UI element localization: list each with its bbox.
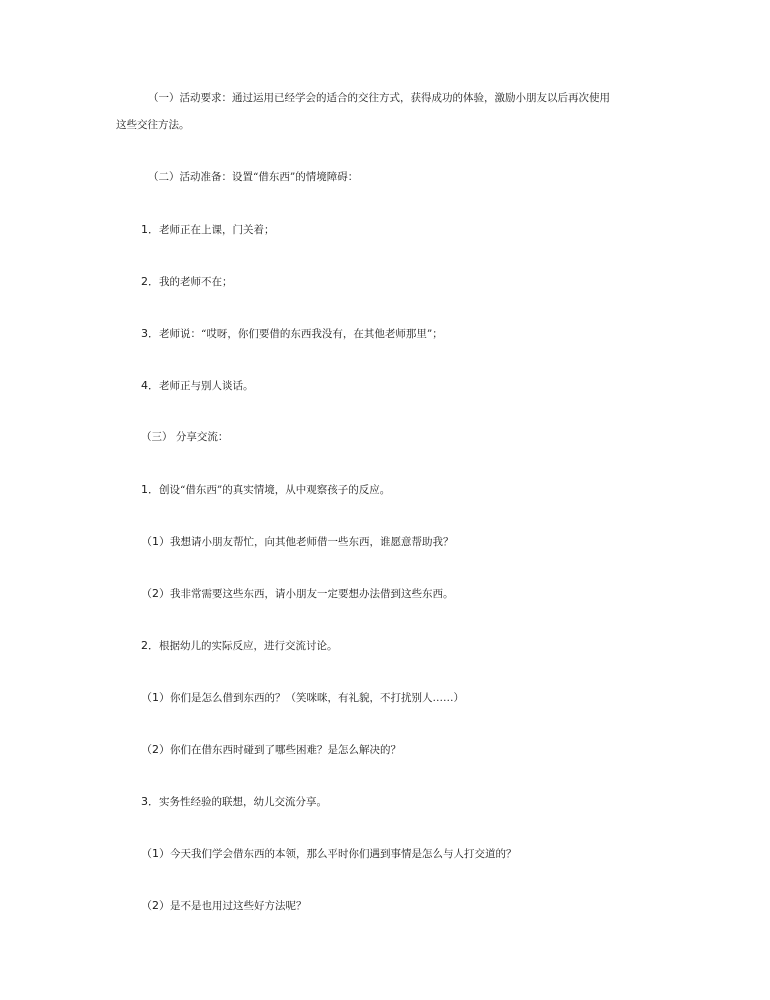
- paragraph-text: （二）活动准备：设置“借东西”的情境障碍：: [148, 171, 359, 183]
- preparation-item-4: [141, 372, 254, 400]
- item-text: 实务性经验的联想，幼儿交流分享。: [159, 796, 327, 808]
- item-number: （1）: [141, 535, 170, 548]
- sharing-item-3: [141, 788, 327, 816]
- activity-requirement-continuation: [116, 112, 190, 139]
- item-text: 今天我们学会借东西的本领，那么平时你们遇到事情是怎么与人打交道的？: [170, 848, 517, 860]
- item-number: 1．: [141, 223, 159, 236]
- item-number: （1）: [141, 691, 170, 704]
- activity-requirement-paragraph: [148, 85, 610, 112]
- item-number: 1．: [141, 483, 159, 496]
- item-text: 我想请小朋友帮忙，向其他老师借一些东西，谁愿意帮助我？: [170, 536, 454, 548]
- sharing-heading: [141, 424, 228, 451]
- item-number: 3．: [141, 327, 159, 340]
- sharing-item-2: [141, 632, 338, 660]
- preparation-item-2: [141, 268, 233, 296]
- preparation-item-3: [141, 320, 443, 348]
- item-text: 你们是怎么借到东西的？（笑咪咪，有礼貌，不打扰别人……）: [170, 692, 464, 704]
- paragraph-text: （一）活动要求：通过运用已经学会的适合的交往方式，获得成功的体验，激励小朋友以后再次使用: [148, 92, 610, 104]
- preparation-item-1: [141, 216, 275, 244]
- activity-preparation-heading: [148, 164, 358, 191]
- sharing-subitem-2-1: [141, 684, 464, 712]
- item-text: 老师说：“哎呀，你们要借的东西我没有，在其他老师那里”；: [159, 328, 443, 340]
- sharing-subitem-1-2: [141, 580, 454, 608]
- item-number: 2．: [141, 639, 159, 652]
- item-number: （2）: [141, 899, 170, 912]
- sharing-subitem-3-1: [141, 840, 517, 868]
- sharing-item-1: [141, 476, 390, 504]
- item-text: 我非常需要这些东西，请小朋友一定要想办法借到这些东西。: [170, 588, 454, 600]
- item-number: 2．: [141, 275, 159, 288]
- item-text: 你们在借东西时碰到了哪些困难？是怎么解决的？: [170, 744, 401, 756]
- paragraph-text: 这些交往方法。: [116, 119, 190, 131]
- sharing-subitem-3-2: [141, 892, 307, 920]
- item-number: 3．: [141, 795, 159, 808]
- item-number: （2）: [141, 743, 170, 756]
- item-number: （1）: [141, 847, 170, 860]
- paragraph-text: （三） 分享交流：: [141, 431, 229, 443]
- item-text: 创设“借东西”的真实情境，从中观察孩子的反应。: [159, 484, 391, 496]
- item-text: 老师正与别人谈话。: [159, 380, 254, 392]
- item-text: 我的老师不在；: [159, 276, 233, 288]
- item-text: 老师正在上课，门关着；: [159, 224, 275, 236]
- item-text: 是不是也用过这些好方法呢？: [170, 900, 307, 912]
- sharing-subitem-1-1: [141, 528, 454, 556]
- item-number: （2）: [141, 587, 170, 600]
- sharing-subitem-2-2: [141, 736, 401, 764]
- item-number: 4．: [141, 379, 159, 392]
- item-text: 根据幼儿的实际反应，进行交流讨论。: [159, 640, 338, 652]
